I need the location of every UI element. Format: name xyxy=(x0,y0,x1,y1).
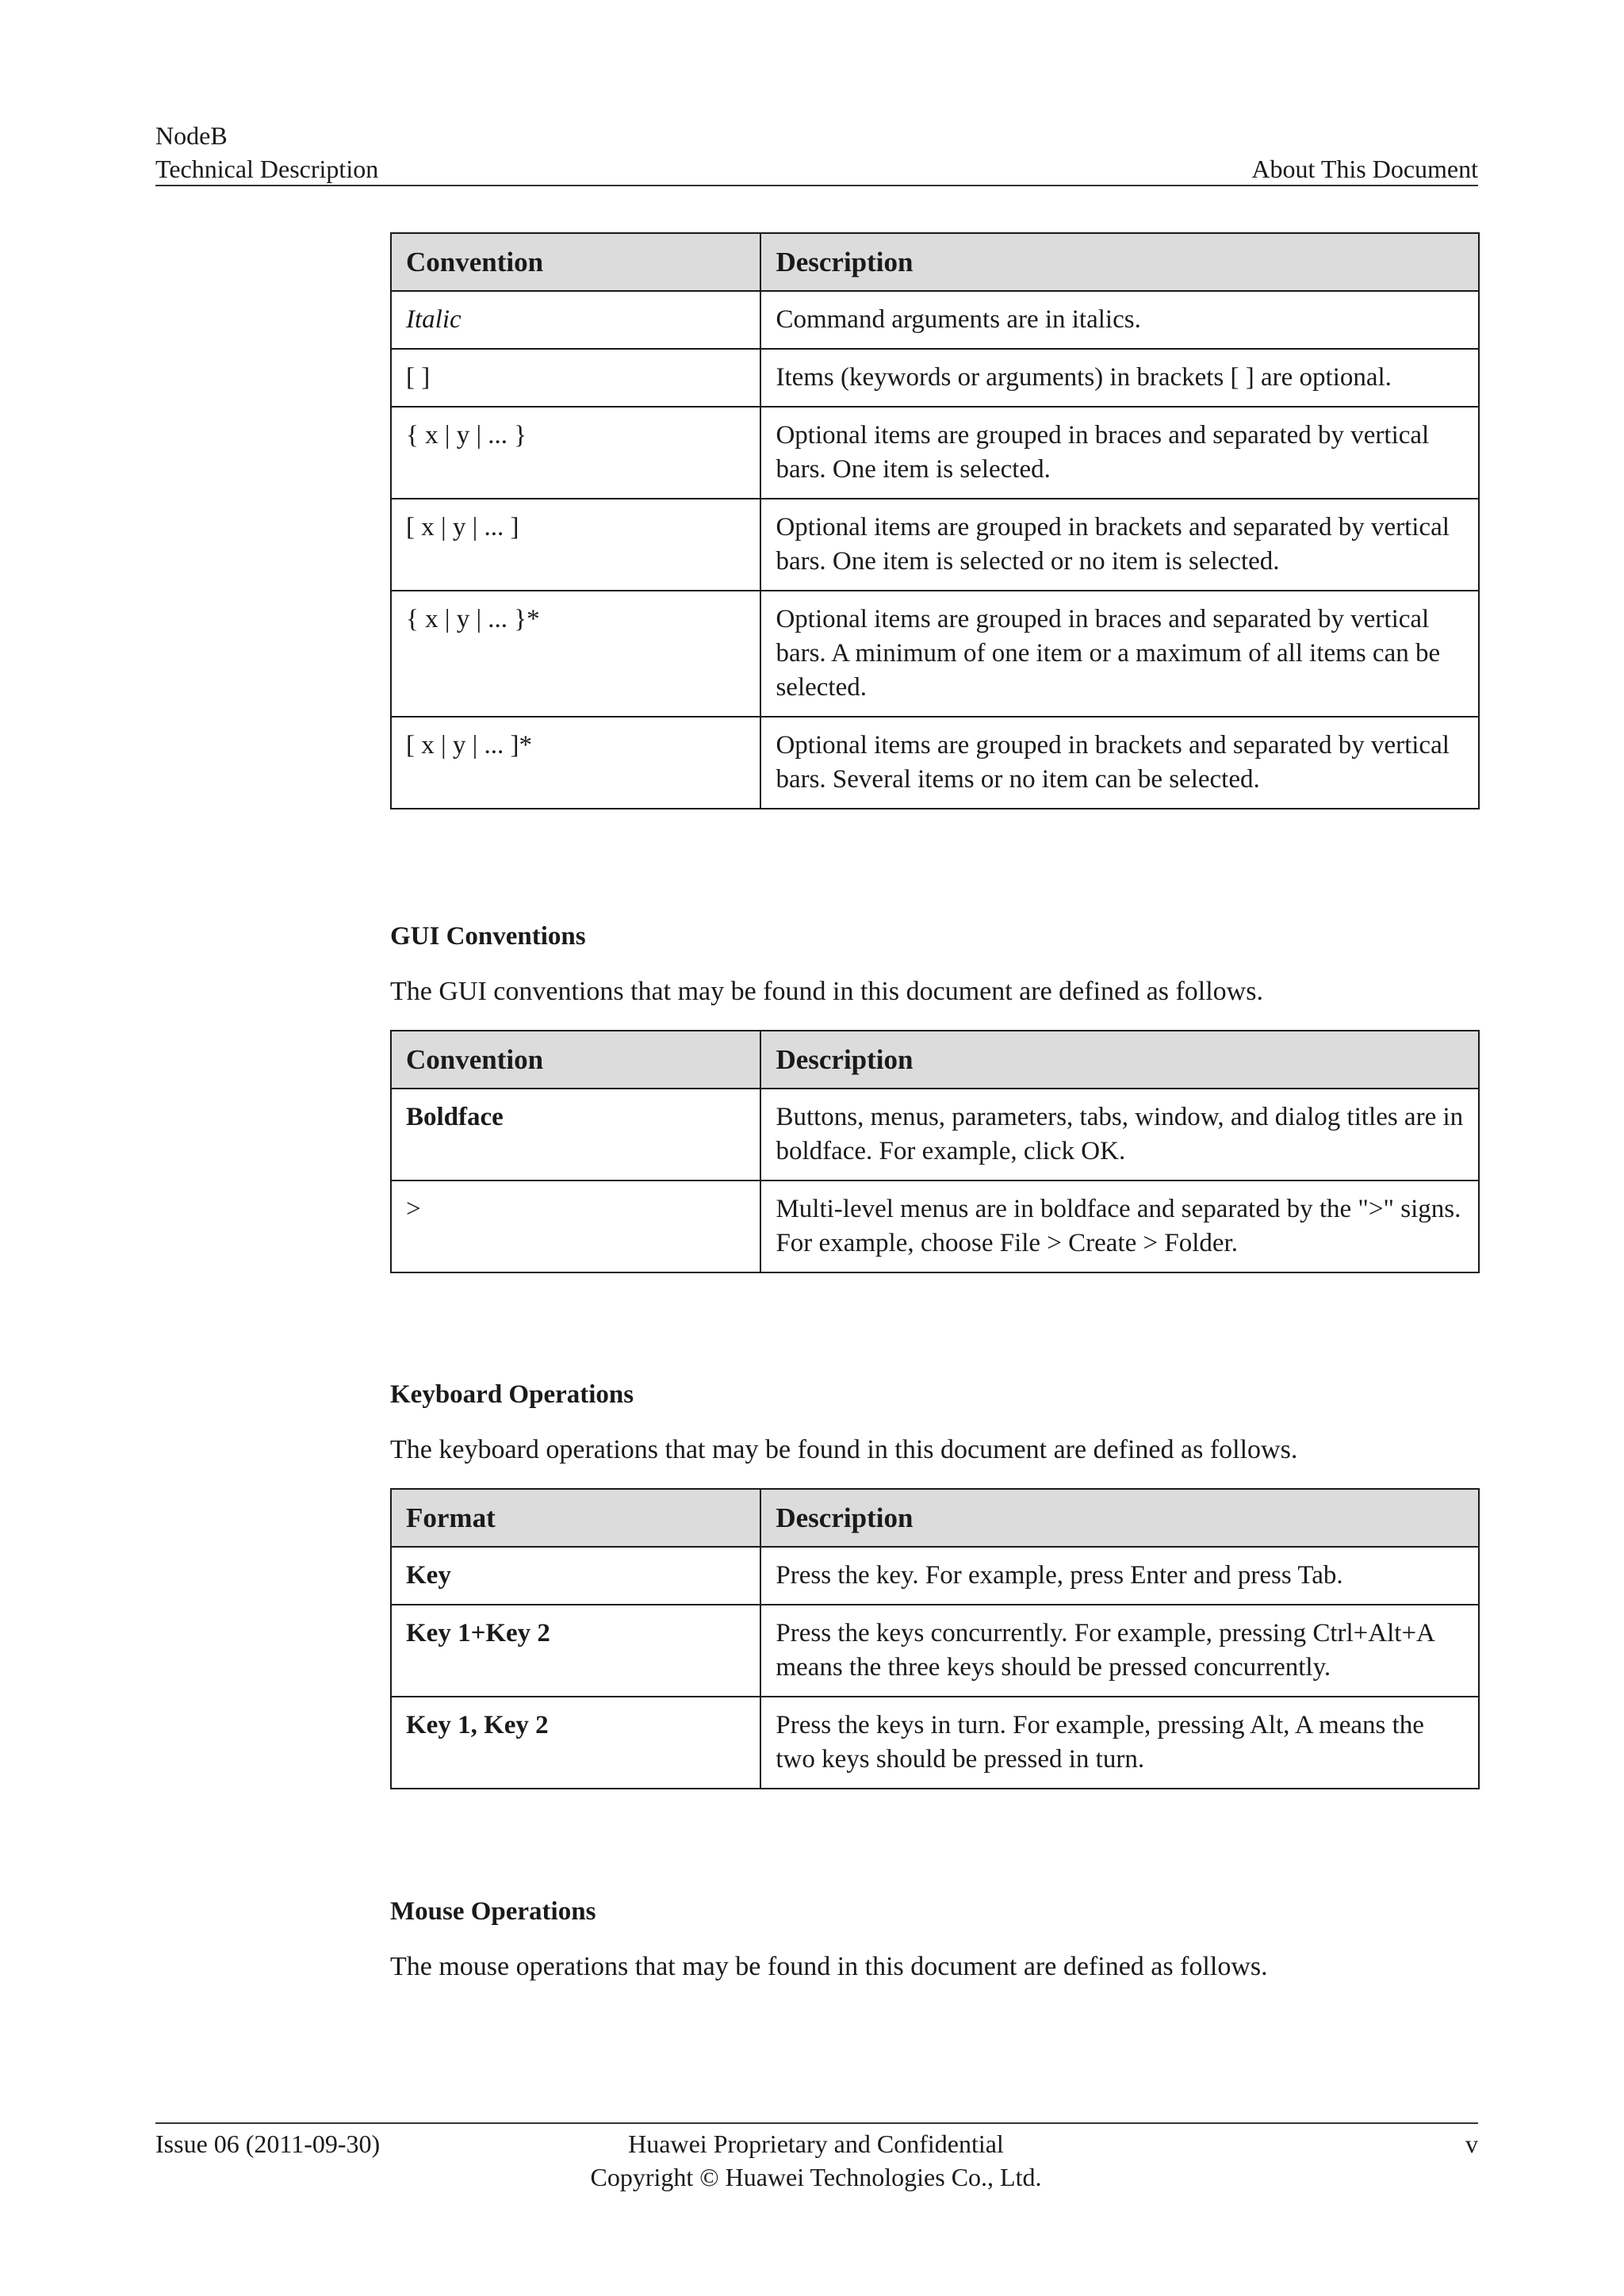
keyboard-operations-intro: The keyboard operations that may be found in this document are defined as follows. xyxy=(390,1435,1298,1464)
footer-confidential: Huawei Proprietary and Confidential xyxy=(628,2130,1004,2158)
header-doc-title: Technical Description xyxy=(155,155,379,183)
table-cell: Press the keys in turn. For example, pressing Alt, A means the two keys should be pressed in turn. xyxy=(760,1697,1479,1789)
cell-text: Italic xyxy=(406,305,462,334)
table-row xyxy=(391,1697,1479,1789)
table-cell: Press the keys concurrently. For example, pressing Ctrl+Alt+A means the three keys should be pressed concurrently. xyxy=(760,1605,1479,1697)
page-header xyxy=(155,119,378,186)
page-footer xyxy=(0,2127,1624,2194)
table-cell: [ x | y | ... ] xyxy=(391,499,760,591)
table-cell: Optional items are grouped in brackets and separated by vertical bars. One item is selected or no item is selected. xyxy=(760,499,1479,591)
column-header: Description xyxy=(760,1489,1479,1547)
header-section: About This Document xyxy=(1251,155,1478,183)
gui-conventions-heading: GUI Conventions xyxy=(390,922,586,951)
table-row xyxy=(391,499,1479,591)
table-row xyxy=(391,1089,1479,1181)
cell-text: Key 1+Key 2 xyxy=(406,1619,550,1647)
table-header-row xyxy=(391,1489,1479,1547)
table-cell xyxy=(391,291,760,349)
table-row xyxy=(391,1547,1479,1605)
table-cell: { x | y | ... } xyxy=(391,407,760,499)
table-cell: [ ] xyxy=(391,349,760,407)
column-header: Convention xyxy=(391,1031,760,1089)
table-cell xyxy=(760,291,1479,349)
mouse-operations-heading: Mouse Operations xyxy=(390,1897,596,1926)
footer-issue: Issue 06 (2011-09-30) xyxy=(155,2130,381,2158)
column-header: Description xyxy=(760,233,1479,291)
cell-text: Key xyxy=(406,1561,451,1590)
table-header-row xyxy=(391,233,1479,291)
table-row xyxy=(391,717,1479,809)
table-row xyxy=(391,591,1479,717)
column-header: Format xyxy=(391,1489,760,1547)
table-row xyxy=(391,349,1479,407)
footer-divider xyxy=(155,2122,1478,2124)
command-conventions-table xyxy=(390,232,1480,809)
table-cell xyxy=(391,1547,760,1605)
header-divider xyxy=(155,185,1478,186)
table-cell: Buttons, menus, parameters, tabs, window, and dialog titles are in boldface. For example, click OK. xyxy=(760,1089,1479,1181)
table-cell xyxy=(391,1089,760,1181)
gui-conventions-intro: The GUI conventions that may be found in this document are defined as follows. xyxy=(390,977,1263,1006)
table-row xyxy=(391,407,1479,499)
table-cell xyxy=(391,1697,760,1789)
table-row xyxy=(391,1181,1479,1272)
keyboard-operations-heading: Keyboard Operations xyxy=(390,1380,634,1409)
table-cell: Optional items are grouped in brackets and separated by vertical bars. Several items or no item can be selected. xyxy=(760,717,1479,809)
table-header-row xyxy=(391,1031,1479,1089)
footer-page-number: v xyxy=(1465,2130,1478,2158)
table-cell: Optional items are grouped in braces and separated by vertical bars. One item is selected. xyxy=(760,407,1479,499)
table-cell: Items (keywords or arguments) in brackets [ ] are optional. xyxy=(760,349,1479,407)
table-cell: Optional items are grouped in braces and separated by vertical bars. A minimum of one item or a maximum of all items can be selected. xyxy=(760,591,1479,717)
table-cell: > xyxy=(391,1181,760,1272)
table-row xyxy=(391,1605,1479,1697)
table-cell: Press the key. For example, press Enter and press Tab. xyxy=(760,1547,1479,1605)
keyboard-operations-table xyxy=(390,1488,1480,1789)
cell-text: Key 1, Key 2 xyxy=(406,1711,549,1739)
footer-copyright: Copyright © Huawei Technologies Co., Ltd. xyxy=(590,2163,1042,2191)
cell-text: Boldface xyxy=(406,1103,504,1131)
table-cell: { x | y | ... }* xyxy=(391,591,760,717)
column-header: Convention xyxy=(391,233,760,291)
table-cell xyxy=(391,1605,760,1697)
table-cell: Multi-level menus are in boldface and separated by the ">" signs. For example, choose File > Create > Folder. xyxy=(760,1181,1479,1272)
cell-text: Command arguments are in italics. xyxy=(776,305,1141,334)
column-header: Description xyxy=(760,1031,1479,1089)
gui-conventions-table xyxy=(390,1030,1480,1273)
table-cell: [ x | y | ... ]* xyxy=(391,717,760,809)
mouse-operations-intro: The mouse operations that may be found in this document are defined as follows. xyxy=(390,1952,1268,1981)
table-row xyxy=(391,291,1479,349)
header-product: NodeB xyxy=(155,121,228,150)
